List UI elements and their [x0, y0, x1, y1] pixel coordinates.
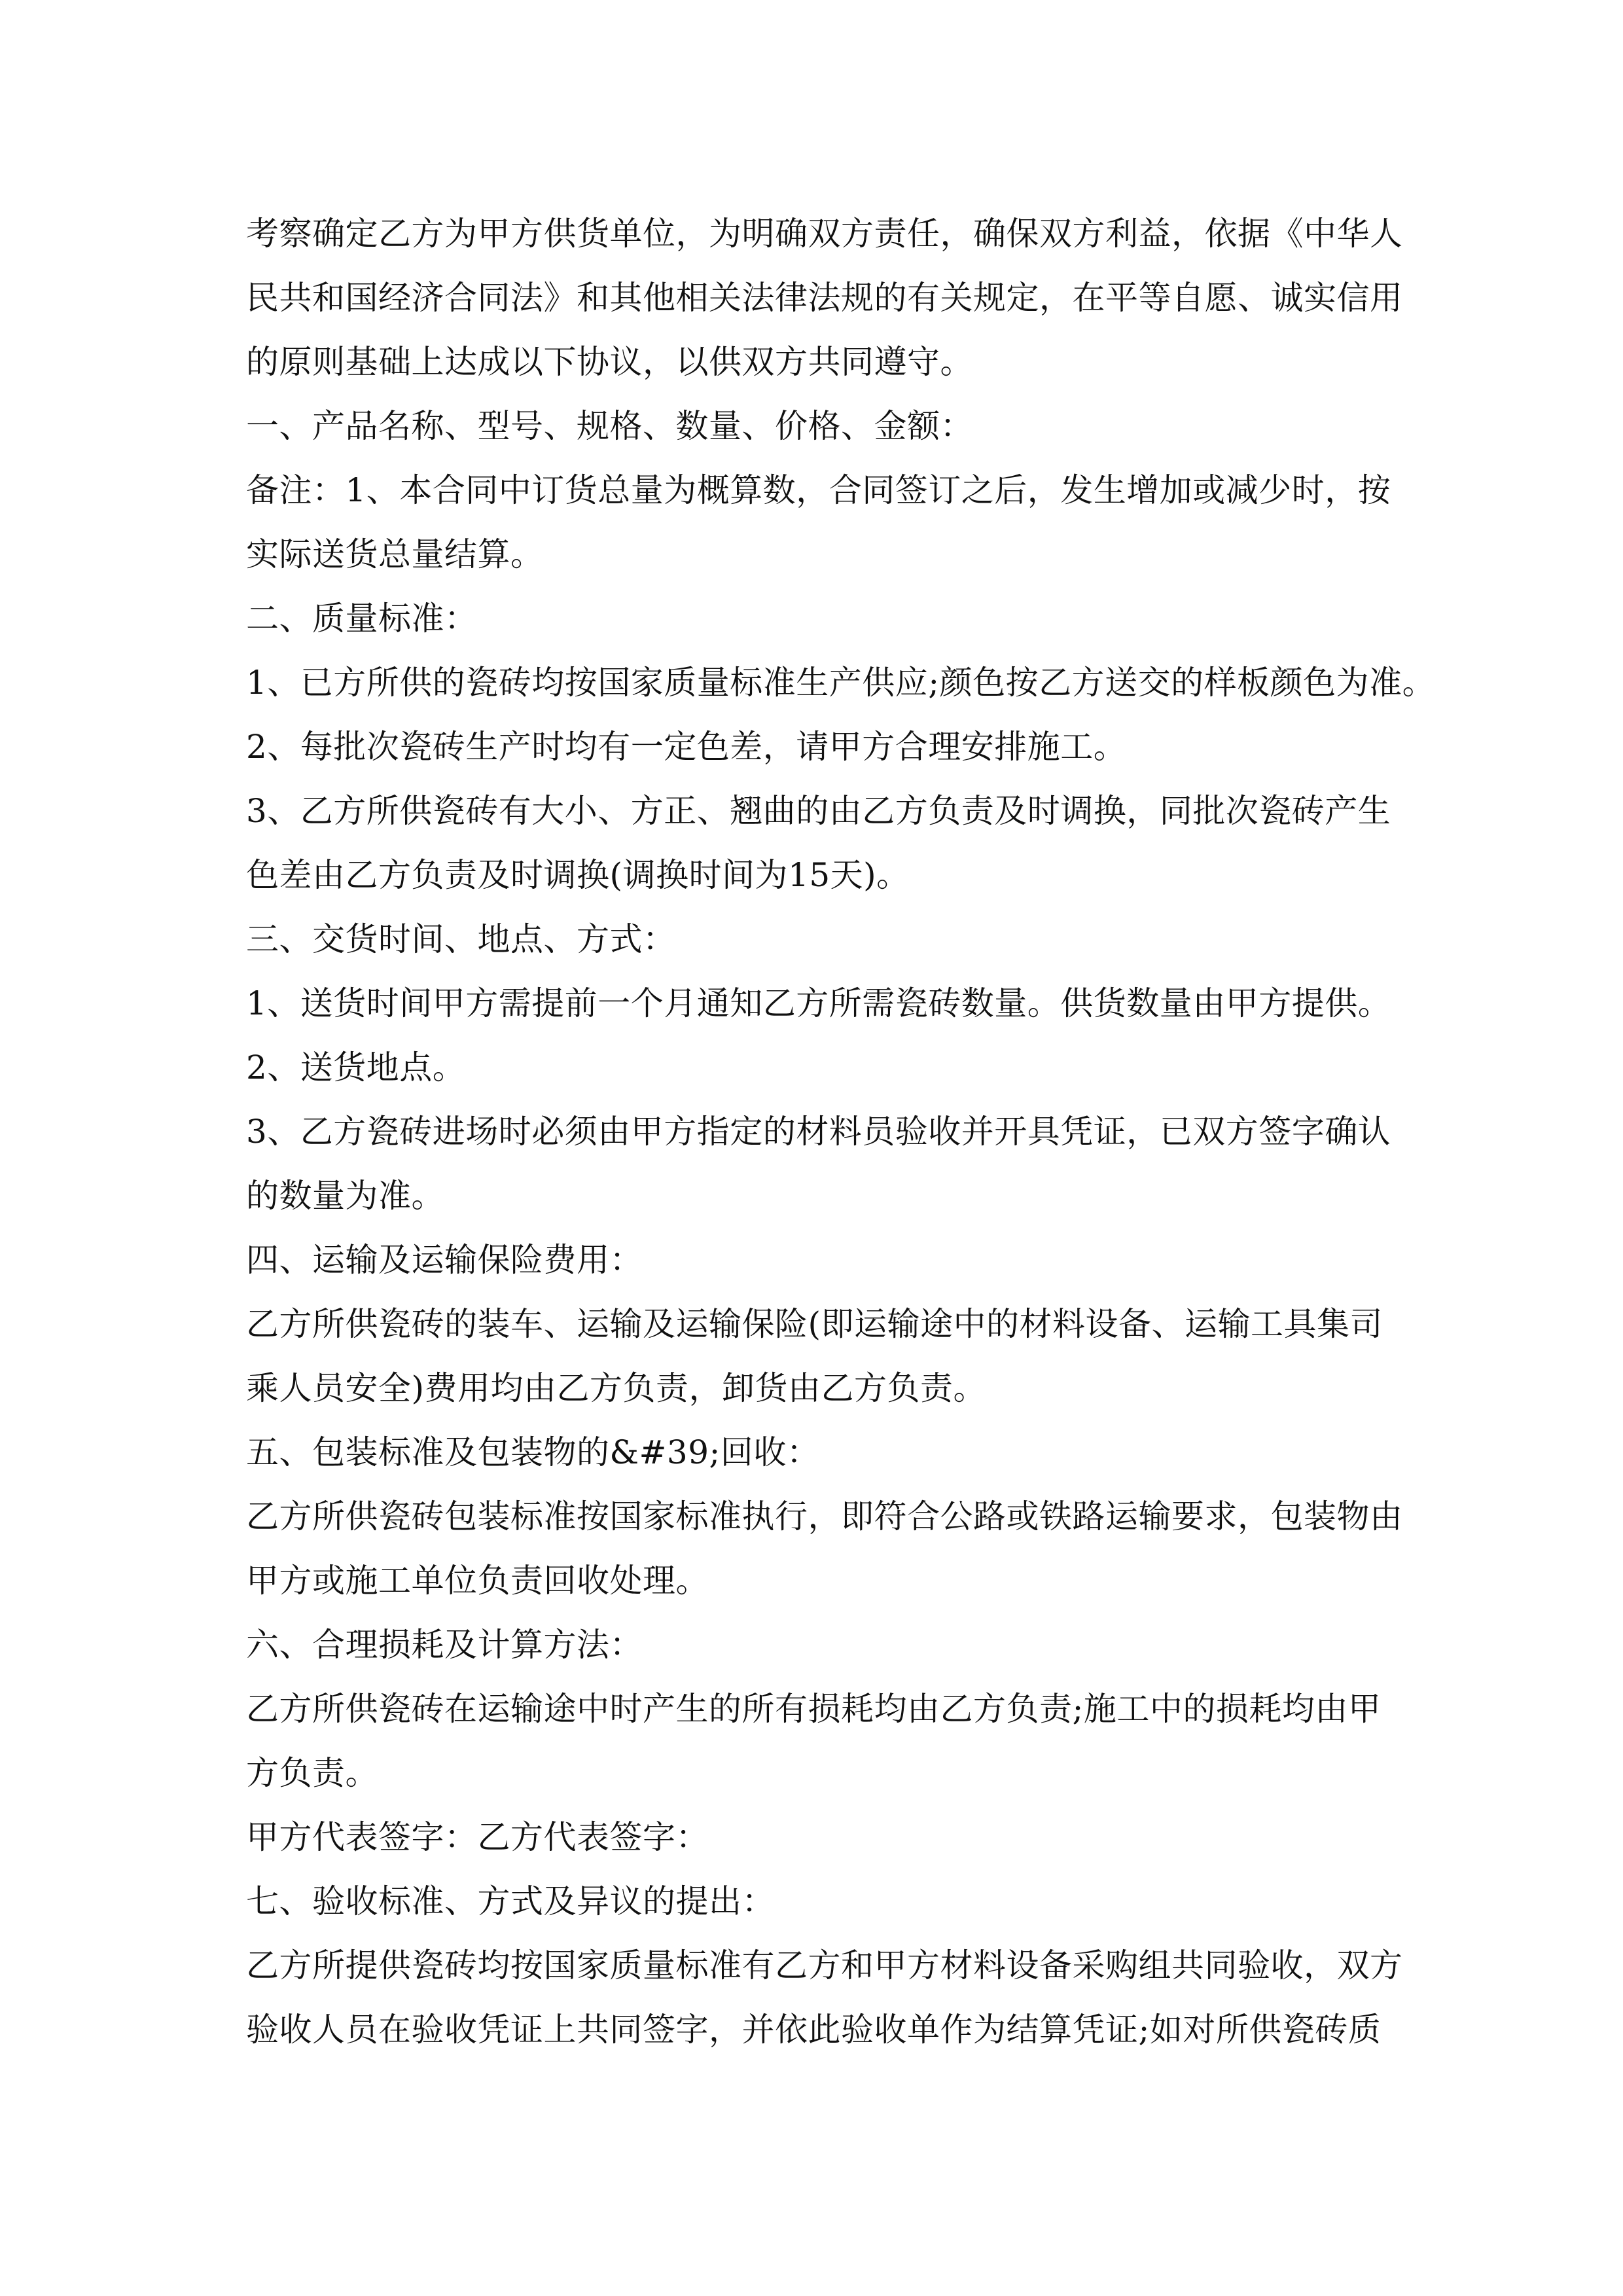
text-line: 方负责。	[246, 1754, 378, 1792]
text-line: 验收人员在验收凭证上共同签字，并依此验收单作为结算凭证;如对所供瓷砖质	[246, 2011, 1382, 2049]
section-heading: 三、交货时间、地点、方式：	[246, 920, 676, 958]
text-line: 考察确定乙方为甲方供货单位，为明确双方责任，确保双方利益，依据《中华人	[246, 215, 1403, 253]
text-line: 1、送货时间甲方需提前一个月通知乙方所需瓷砖数量。供货数量由甲方提供。	[246, 984, 1391, 1022]
section-heading: 七、验收标准、方式及异议的提出：	[246, 1882, 775, 1920]
text-line: 甲方或施工单位负责回收处理。	[246, 1562, 709, 1600]
section-heading: 五、包装标准及包装物的&#39;回收：	[246, 1433, 820, 1471]
text-line: 民共和国经济合同法》和其他相关法律法规的有关规定，在平等自愿、诚实信用	[246, 279, 1403, 317]
text-line: 乙方所供瓷砖包装标准按国家标准执行，即符合公路或铁路运输要求，包装物由	[246, 1498, 1403, 1535]
text-line: 备注：1、本合同中订货总量为概算数，合同签订之后，发生增加或减少时，按	[246, 471, 1391, 509]
signature-line: 甲方代表签字：乙方代表签字：	[246, 1818, 709, 1856]
text-line: 实际送货总量结算。	[246, 535, 544, 573]
section-heading: 六、合理损耗及计算方法：	[246, 1626, 643, 1664]
text-line: 色差由乙方负责及时调换(调换时间为15天)。	[246, 856, 910, 894]
section-heading: 四、运输及运输保险费用：	[246, 1241, 643, 1279]
text-line: 1、已方所供的瓷砖均按国家质量标准生产供应;颜色按乙方送交的样板颜色为准。	[246, 664, 1436, 702]
text-line: 的数量为准。	[246, 1177, 444, 1215]
section-heading: 一、产品名称、型号、规格、数量、价格、金额：	[246, 407, 973, 445]
text-line: 3、乙方所供瓷砖有大小、方正、翘曲的由乙方负责及时调换，同批次瓷砖产生	[246, 792, 1391, 830]
text-line: 3、乙方瓷砖进场时必须由甲方指定的材料员验收并开具凭证，已双方签字确认	[246, 1113, 1391, 1151]
text-line: 乙方所提供瓷砖均按国家质量标准有乙方和甲方材料设备采购组共同验收，双方	[246, 1946, 1403, 1984]
text-line: 2、每批次瓷砖生产时均有一定色差，请甲方合理安排施工。	[246, 728, 1127, 766]
text-line: 乙方所供瓷砖在运输途中时产生的所有损耗均由乙方负责;施工中的损耗均由甲	[246, 1690, 1382, 1728]
section-heading: 二、质量标准：	[246, 600, 478, 637]
text-line: 乙方所供瓷砖的装车、运输及运输保险(即运输途中的材料设备、运输工具集司	[246, 1305, 1383, 1343]
document-body	[246, 202, 1436, 2062]
text-line: 的原则基础上达成以下协议，以供双方共同遵守。	[246, 343, 973, 381]
text-line: 2、送货地点。	[246, 1049, 466, 1086]
text-line: 乘人员安全)费用均由乙方负责，卸货由乙方负责。	[246, 1369, 987, 1407]
